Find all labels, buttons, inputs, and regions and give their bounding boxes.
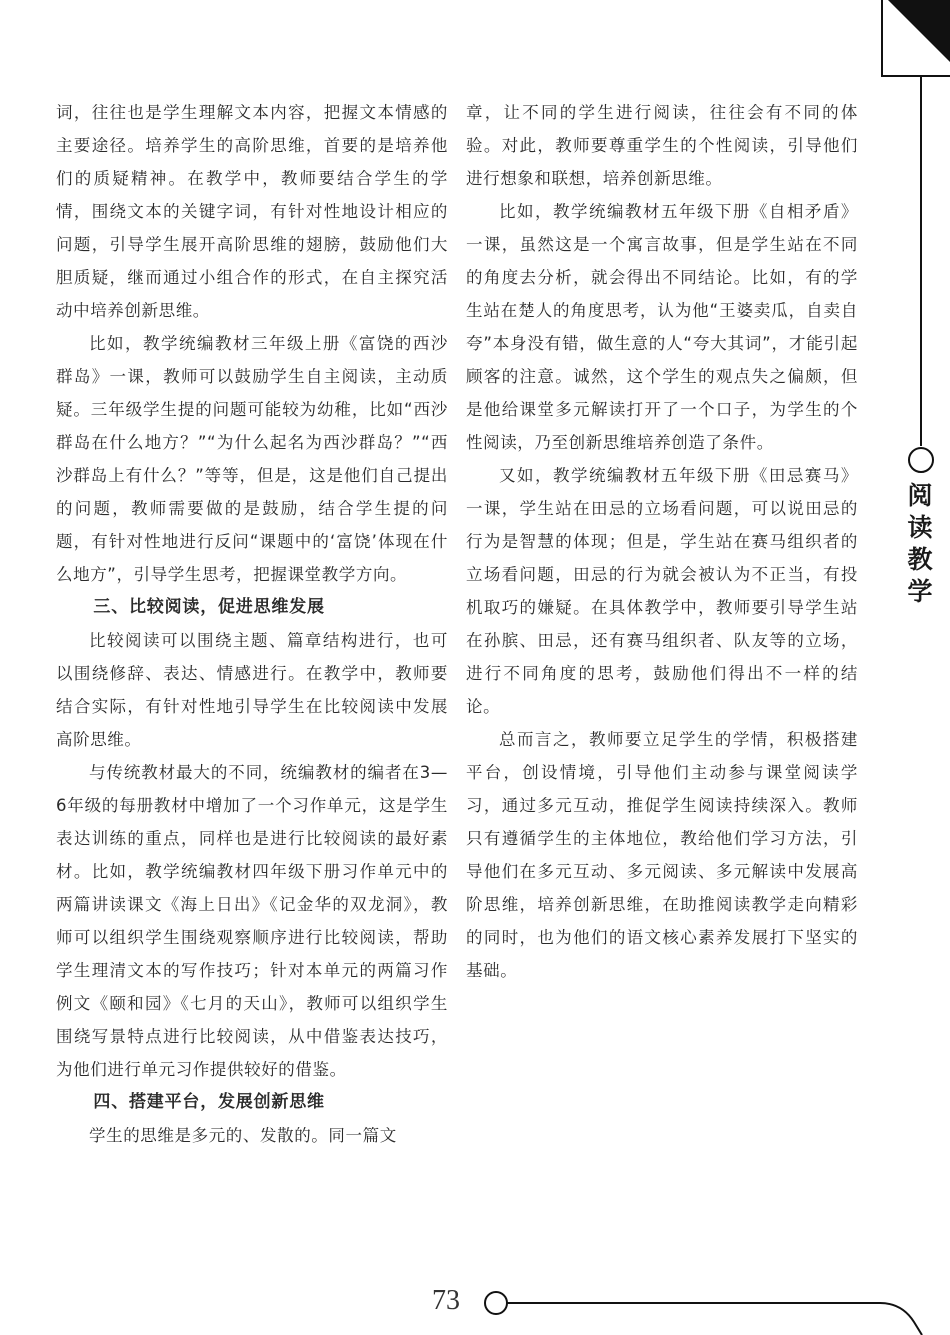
- left-para-1: 词，往往也是学生理解文本内容，把握文本情感的主要途径。培养学生的高阶思维，首要的是培养他们的质疑精神。在教学中，教师要结合学生的学情，围绕文本的关键字词，有针对性地设计相应的问题，引导学生展开高阶思维的翅膀，鼓励他们大胆质疑，继而通过小组合作的形式，在自主探究活动中培养创新思维。: [56, 103, 448, 320]
- section-heading-3: 三、比较阅读，促进思维发展: [93, 597, 325, 617]
- left-column: [56, 96, 448, 1152]
- right-para-3: 又如，教学统编教材五年级下册《田忌赛马》一课，学生站在田忌的立场看问题，可以说田忌的行为是智慧的体现；但是，学生站在赛马组织者的立场看问题，田忌的行为就会被认为不正当，有投机取巧的嫌疑。在具体教学中，教师要引导学生站在孙膑、田忌，还有赛马组织者、队友等的立场，进行不同角度的思考，鼓励他们得出不一样的结论。: [466, 466, 858, 716]
- section-heading-4: 四、搭建平台，发展创新思维: [93, 1092, 325, 1112]
- right-para-1: 章，让不同的学生进行阅读，往往会有不同的体验。对此，教师要尊重学生的个性阅读，引导他们进行想象和联想，培养创新思维。: [466, 103, 858, 188]
- right-para-2: 比如，教学统编教材五年级下册《自相矛盾》一课，虽然这是一个寓言故事，但是学生站在不同的角度去分析，就会得出不同结论。比如，有的学生站在楚人的角度思考，认为他“王婆卖瓜，自卖自夸”本身没有错，做生意的人“夸大其词”，才能引起顾客的注意。诚然，这个学生的观点失之偏颇，但是他给课堂多元解读打开了一个口子，为学生的个性阅读，乃至创新思维培养创造了条件。: [466, 202, 858, 452]
- footer-circle: [485, 1292, 507, 1314]
- page-number: 73: [432, 1285, 460, 1316]
- left-para-5: 学生的思维是多元的、发散的。同一篇文: [89, 1126, 397, 1145]
- side-rule-circle: [909, 448, 933, 472]
- left-para-3: 比较阅读可以围绕主题、篇章结构进行，也可以围绕修辞、表达、情感进行。在教学中，教师要结合实际，有针对性地引导学生在比较阅读中发展高阶思维。: [56, 631, 448, 749]
- left-para-4: 与传统教材最大的不同，统编教材的编者在3—6年级的每册教材中增加了一个习作单元，这是学生表达训练的重点，同样也是进行比较阅读的最好素材。比如，教学统编教材四年级下册习作单元中的两篇讲读课文《海上日出》《记金华的双龙洞》，教师可以组织学生围绕观察顺序进行比较阅读，帮助学生理清文本的写作技巧；针对本单元的两篇习作例文《颐和园》《七月的天山》，教师可以组织学生围绕写景特点进行比较阅读，从中借鉴表达技巧，为他们进行单元习作提供较好的借鉴。: [56, 763, 448, 1079]
- left-para-2: 比如，教学统编教材三年级上册《富饶的西沙群岛》一课，教师可以鼓励学生自主阅读，主动质疑。三年级学生提的问题可能较为幼稚，比如“西沙群岛在什么地方？”“为什么起名为西沙群岛？”“西沙群岛上有什么？”等等，但是，这是他们自己提出的问题，教师需要做的是鼓励，结合学生提的问题，有针对性地进行反问“课题中的‘富饶’体现在什么地方”，引导学生思考，把握课堂教学方向。: [56, 334, 448, 584]
- corner-triangle: [888, 0, 950, 62]
- right-para-4: 总而言之，教师要立足学生的学情，积极搭建平台，创设情境，引导他们主动参与课堂阅读学习，通过多元互动，推促学生阅读持续深入。教师只有遵循学生的主体地位，教给他们学习方法，引导他们在多元互动、多元阅读、多元解读中发展高阶思维，培养创新思维，在助推阅读教学走向精彩的同时，也为他们的语文核心素养发展打下坚实的基础。: [466, 730, 858, 980]
- section-side-label: 阅读教学: [907, 481, 933, 606]
- footer-rule: [507, 1303, 922, 1335]
- right-column: [466, 96, 858, 987]
